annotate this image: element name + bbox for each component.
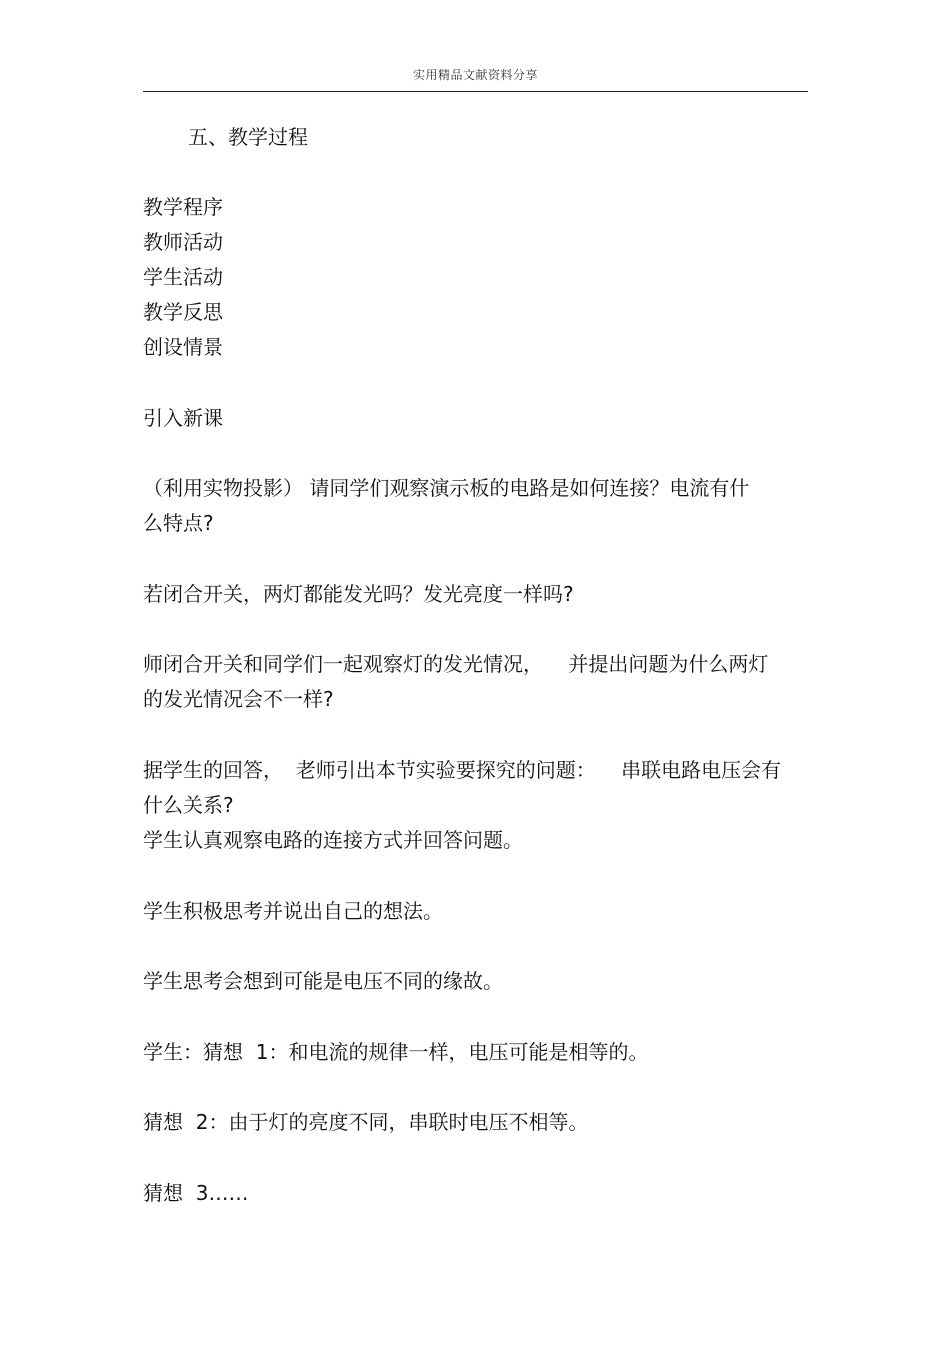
paragraph-guess-2: 猜想 2：由于灯的亮度不同，串联时电压不相等。 [143, 1110, 589, 1134]
paragraph-problem-line1: 据学生的回答， 老师引出本节实验要探究的问题： 串联电路电压会有 [143, 758, 782, 782]
table-label-student-activity: 学生活动 [143, 265, 223, 289]
table-label-procedure: 教学程序 [143, 195, 223, 219]
paragraph-observe-line1: （利用实物投影） 请同学们观察演示板的电路是如何连接？电流有什 [143, 476, 750, 500]
paragraph-switch-question: 若闭合开关，两灯都能发光吗？发光亮度一样吗? [143, 582, 574, 606]
paragraph-observe-line2: 么特点? [143, 511, 214, 535]
paragraph-teacher-line1: 师闭合开关和同学们一起观察灯的发光情况， 并提出问题为什么两灯 [143, 652, 769, 676]
table-label-scenario: 创设情景 [143, 335, 223, 359]
table-label-teacher-activity: 教师活动 [143, 230, 223, 254]
paragraph-student-voltage: 学生思考会想到可能是电压不同的缘故。 [143, 969, 503, 993]
table-label-reflection: 教学反思 [143, 300, 223, 324]
paragraph-guess-1: 学生：猜想 1：和电流的规律一样，电压可能是相等的。 [143, 1040, 649, 1064]
header-divider [143, 91, 808, 92]
intro-label: 引入新课 [143, 406, 223, 430]
paragraph-problem-line2: 什么关系? [143, 793, 234, 817]
paragraph-student-think: 学生积极思考并说出自己的想法。 [143, 899, 443, 923]
paragraph-student-observe: 学生认真观察电路的连接方式并回答问题。 [143, 828, 523, 852]
section-heading: 五、教学过程 [188, 125, 308, 149]
paragraph-teacher-line2: 的发光情况会不一样? [143, 687, 334, 711]
page-header: 实用精品文献资料分享 [412, 68, 538, 82]
paragraph-guess-3: 猜想 3…… [143, 1181, 249, 1205]
